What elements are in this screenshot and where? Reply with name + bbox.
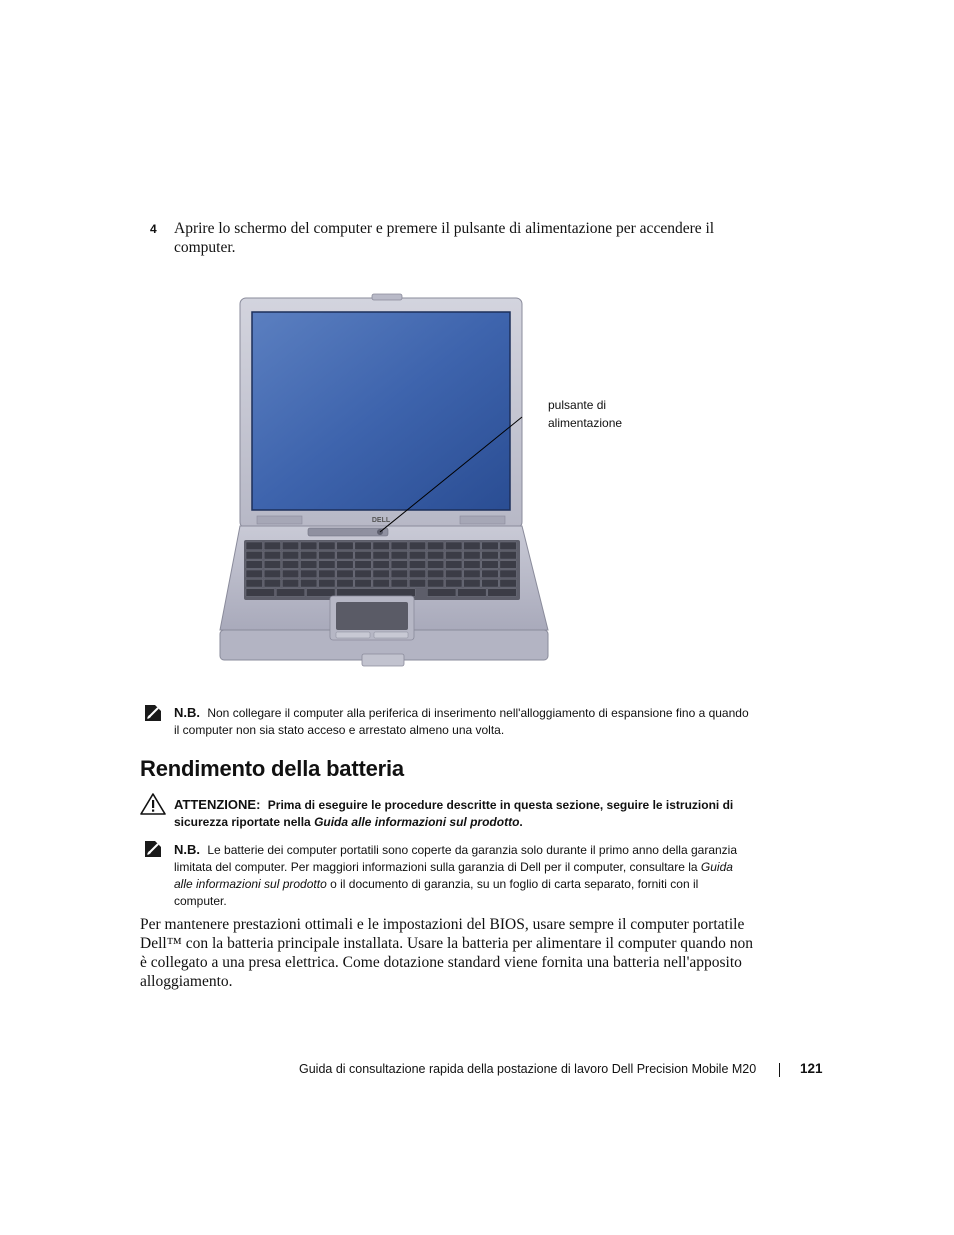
keyboard-key <box>355 551 372 559</box>
keyboard-key <box>300 561 317 569</box>
keyboard-key <box>306 589 335 597</box>
callout-line2: alimentazione <box>548 416 623 430</box>
keyboard-key <box>427 542 444 550</box>
keyboard-key <box>427 589 456 597</box>
keyboard-key <box>355 542 372 550</box>
keyboard-key <box>373 561 390 569</box>
button-strip <box>308 528 388 536</box>
keyboard-key <box>409 551 426 559</box>
keyboard-key <box>355 570 372 578</box>
note-2-doc-title: Guida alle informazioni sul prodotto <box>174 860 733 891</box>
keyboard-key <box>300 551 317 559</box>
keyboard-key <box>409 579 426 587</box>
keyboard-key <box>464 551 481 559</box>
keyboard-key <box>464 579 481 587</box>
keyboard-key <box>427 570 444 578</box>
brand-logo: DELL <box>371 517 391 524</box>
keyboard-key <box>337 589 416 597</box>
keyboard-key <box>246 570 263 578</box>
keyboard-key <box>373 542 390 550</box>
keyboard-key <box>282 542 299 550</box>
keyboard-key <box>500 542 517 550</box>
laptop-screen <box>252 312 510 510</box>
keyboard-key <box>337 570 354 578</box>
keyboard-key <box>482 551 499 559</box>
footer-title: Guida di consultazione rapida della postazione di lavoro Dell Precision Mobile M20 <box>299 1062 757 1076</box>
keyboard-key <box>482 579 499 587</box>
keyboard-key <box>355 579 372 587</box>
keyboard-key <box>373 570 390 578</box>
keyboard-key <box>337 551 354 559</box>
keyboard-key <box>319 542 336 550</box>
note-2 <box>174 841 754 910</box>
keyboard-key <box>391 570 408 578</box>
keyboard-key <box>427 551 444 559</box>
keyboard-key <box>276 589 305 597</box>
keyboard-key <box>355 561 372 569</box>
keyboard-key <box>264 542 281 550</box>
section-heading: Rendimento della batteria <box>140 756 404 781</box>
keyboard-key <box>282 561 299 569</box>
note-2-text: Le batterie dei computer portatili sono coperte da garanzia solo durante il primo anno della garanzia limitata del computer. Per maggiori informazioni sulla garanzia di Dell per il computer, consultare la <box>174 843 738 874</box>
keyboard-key <box>391 551 408 559</box>
keyboard-key <box>282 570 299 578</box>
warning-text: Prima di eseguire le procedure descritte in questa sezione, seguire le istruzioni di sicurezza riportate nella <box>174 798 734 829</box>
keyboard-key <box>409 570 426 578</box>
warning-note <box>174 796 754 831</box>
lid-latch <box>372 294 402 300</box>
keyboard-key <box>500 570 517 578</box>
keyboard-key <box>300 579 317 587</box>
keyboard-key <box>319 561 336 569</box>
keyboard-key <box>246 542 263 550</box>
keyboard-key <box>264 579 281 587</box>
keyboard-key <box>445 570 462 578</box>
keyboard-key <box>445 551 462 559</box>
keyboard-key <box>464 561 481 569</box>
note-label: N.B. <box>174 842 200 857</box>
warning-icon <box>140 793 162 815</box>
footer-separator <box>779 1063 780 1077</box>
note-1 <box>174 704 754 739</box>
note-icon <box>142 838 164 860</box>
keyboard-key <box>373 579 390 587</box>
step-text: Aprire lo schermo del computer e premere il pulsante di alimentazione per accendere il computer. <box>174 220 715 256</box>
keyboard-key <box>282 579 299 587</box>
keyboard-key <box>319 579 336 587</box>
keyboard-key <box>264 570 281 578</box>
callout-line1: pulsante di <box>548 398 607 412</box>
keyboard-key <box>482 542 499 550</box>
step-number: 4 <box>150 222 157 236</box>
note-label: N.B. <box>174 705 200 720</box>
keyboard-key <box>391 542 408 550</box>
keyboard-key <box>500 579 517 587</box>
keyboard-key <box>300 542 317 550</box>
keyboard-key <box>282 551 299 559</box>
laptop-figure <box>212 290 552 675</box>
keyboard-key <box>319 551 336 559</box>
keyboard-key <box>246 579 263 587</box>
keyboard-key <box>337 561 354 569</box>
keyboard-key <box>373 551 390 559</box>
keyboard-key <box>264 551 281 559</box>
keyboard-key <box>391 579 408 587</box>
keyboard-key <box>300 570 317 578</box>
warning-text-end: . <box>519 815 523 829</box>
touchpad <box>336 602 408 630</box>
warning-doc-title: Guida alle informazioni sul prodotto <box>314 815 520 829</box>
keyboard-key <box>409 542 426 550</box>
keyboard-key <box>427 579 444 587</box>
keyboard-key <box>391 561 408 569</box>
keyboard-key <box>445 542 462 550</box>
page-number: 121 <box>800 1061 823 1076</box>
keyboard-key <box>445 579 462 587</box>
keyboard-key <box>488 589 517 597</box>
keyboard-key <box>500 561 517 569</box>
keyboard-key <box>482 561 499 569</box>
keyboard-key <box>409 561 426 569</box>
keyboard-key <box>337 579 354 587</box>
keyboard-key <box>246 561 263 569</box>
keyboard-key <box>458 589 487 597</box>
keyboard-key <box>246 551 263 559</box>
keyboard-key <box>464 570 481 578</box>
keyboard-key <box>264 561 281 569</box>
note-2-text-end: o il documento di garanzia, su un foglio di carta separato, forniti con il computer. <box>174 877 699 908</box>
keyboard-key <box>464 542 481 550</box>
keyboard-key <box>500 551 517 559</box>
keyboard-key <box>246 589 275 597</box>
callout-label <box>548 396 622 432</box>
note-icon <box>142 702 164 724</box>
keyboard-key <box>319 570 336 578</box>
keyboard-key <box>482 570 499 578</box>
keyboard-key <box>337 542 354 550</box>
keyboard-key <box>445 561 462 569</box>
note-1-text: Non collegare il computer alla periferica di inserimento nell'alloggiamento di espansione fino a quando il computer non sia stato acceso e arrestato almeno una volta. <box>174 706 749 737</box>
keyboard-key <box>427 561 444 569</box>
warning-label: ATTENZIONE: <box>174 797 261 812</box>
body-paragraph: Per mantenere prestazioni ottimali e le impostazioni del BIOS, usare sempre il computer portatile Dell™ con la batteria principale installata. Usare la batteria per alimentare il computer quando non è collegato a una presa elettrica. Come dotazione standard viene fornita una batteria nell'apposito alloggiamento. <box>140 916 753 990</box>
laptop-illustration <box>212 290 552 675</box>
